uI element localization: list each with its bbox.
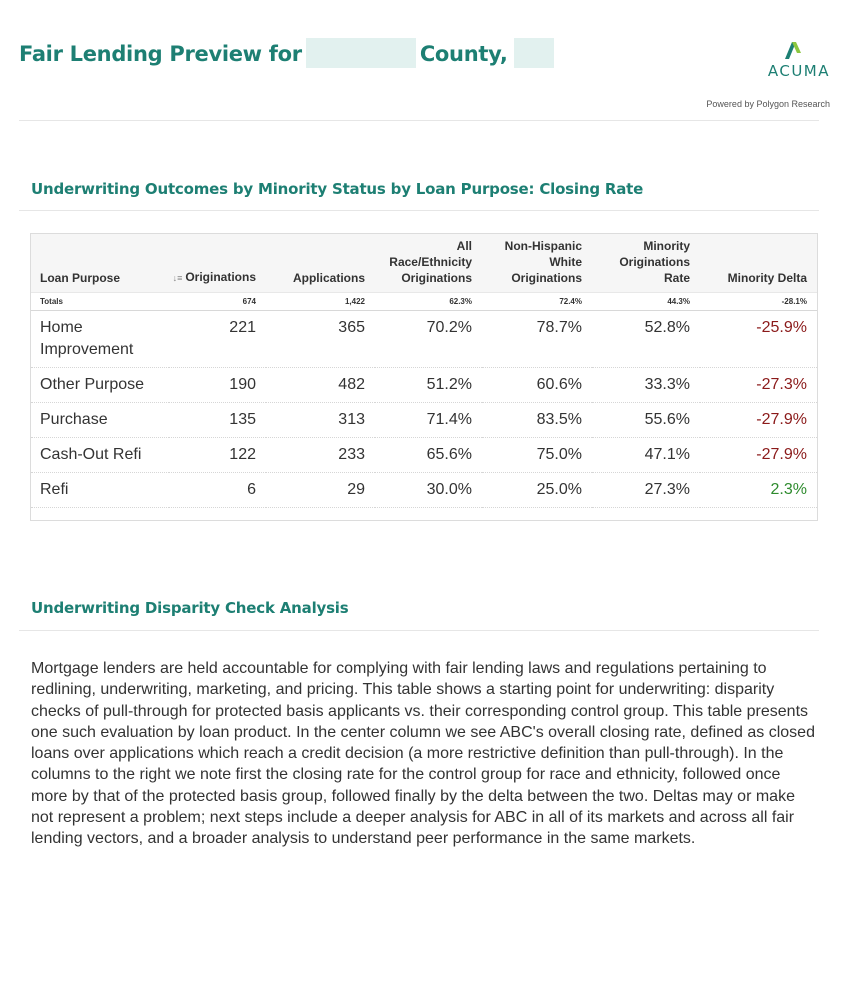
cell-all-race: 71.4% (375, 402, 482, 437)
cell-originations: 221 (169, 310, 266, 367)
table-row (31, 472, 817, 507)
outcomes-table (31, 234, 817, 508)
totals-minority-rate: 44.3% (592, 292, 700, 310)
header-divider (19, 120, 819, 121)
table-row (31, 402, 817, 437)
title-county: County, (419, 42, 508, 66)
col-header-applications[interactable]: Applications (292, 270, 365, 285)
cell-minority-rate: 47.1% (592, 437, 700, 472)
title-prefix: Fair Lending Preview for (19, 42, 302, 66)
brand-name: ACUMA (767, 62, 830, 80)
outcomes-section-title: Underwriting Outcomes by Minority Status by Loan Purpose: Closing Rate (31, 180, 644, 198)
cell-all-race: 65.6% (375, 437, 482, 472)
report-header (0, 0, 858, 120)
cell-white: 83.5% (482, 402, 592, 437)
outcomes-table-container (30, 233, 818, 521)
col-header-minority-rate[interactable]: Minority Originations Rate (619, 238, 690, 285)
cell-originations: 6 (169, 472, 266, 507)
cell-minority-delta: 2.3% (700, 472, 817, 507)
cell-all-race: 70.2% (375, 310, 482, 367)
cell-minority-delta: -27.3% (700, 367, 817, 402)
cell-minority-delta: -27.9% (700, 437, 817, 472)
totals-originations: 674 (169, 292, 266, 310)
cell-applications: 233 (266, 437, 375, 472)
redacted-state-name (514, 38, 554, 68)
powered-by: Powered by Polygon Research (706, 99, 830, 109)
totals-label: Totals (31, 292, 169, 310)
cell-minority-rate: 55.6% (592, 402, 700, 437)
cell-applications: 365 (266, 310, 375, 367)
totals-all-race: 62.3% (375, 292, 482, 310)
totals-applications: 1,422 (266, 292, 375, 310)
col-header-originations-label: Originations (185, 269, 256, 284)
col-header-white-originations[interactable]: Non-Hispanic White Originations (504, 238, 582, 285)
cell-minority-rate: 52.8% (592, 310, 700, 367)
cell-minority-delta: -25.9% (700, 310, 817, 367)
cell-originations: 190 (169, 367, 266, 402)
cell-minority-rate: 33.3% (592, 367, 700, 402)
cell-white: 78.7% (482, 310, 592, 367)
disparity-analysis-paragraph: Mortgage lenders are held accountable for complying with fair lending laws and regulations pertaining to redlining, underwriting, marketing, and pricing. This table shows a starting point for underwriting: disparity checks of pull-through for protected basis applicants vs. their corresponding control group. This table presents one such evaluation by loan product. In the center column we see ABC's overall closing rate, defined as closed loans over applications which reach a credit decision (a more restrictive definition than pull-through). In the columns to the right we note first the closing rate for the control group for race and ethnicity, followed once more by that of the protected basis group, followed finally by the delta between the two. Deltas may or make not represent a problem; next steps include a deeper analysis for ABC in all of its markets and across all fair lending vectors, and a broader analysis to understand peer performance in the same markets. (31, 660, 815, 848)
cell-originations: 135 (169, 402, 266, 437)
col-header-loan-purpose[interactable]: Loan Purpose (40, 270, 121, 285)
cell-applications: 313 (266, 402, 375, 437)
table-header-row (31, 234, 817, 292)
col-header-minority-delta[interactable]: Minority Delta (727, 270, 807, 285)
totals-row (31, 292, 817, 310)
cell-loan-purpose: Cash-Out Refi (31, 437, 169, 472)
cell-loan-purpose: Refi (31, 472, 169, 507)
cell-applications: 29 (266, 472, 375, 507)
table-row (31, 367, 817, 402)
cell-white: 25.0% (482, 472, 592, 507)
col-header-originations[interactable] (169, 234, 266, 292)
cell-white: 75.0% (482, 437, 592, 472)
cell-originations: 122 (169, 437, 266, 472)
disparity-divider (19, 630, 819, 631)
cell-minority-delta: -27.9% (700, 402, 817, 437)
cell-loan-purpose: Purchase (31, 402, 169, 437)
redacted-county-name (306, 38, 416, 68)
disparity-section-title: Underwriting Disparity Check Analysis (31, 599, 349, 617)
outcomes-divider (19, 210, 819, 211)
sort-descending-icon[interactable]: ↓≡ (172, 272, 183, 283)
table-row (31, 310, 817, 367)
totals-minority-delta: -28.1% (700, 292, 817, 310)
totals-white: 72.4% (482, 292, 592, 310)
acuma-logo (740, 40, 830, 80)
acuma-logo-icon (782, 40, 804, 60)
table-row (31, 437, 817, 472)
cell-all-race: 51.2% (375, 367, 482, 402)
report-title (19, 38, 554, 68)
cell-loan-purpose: Home Improvement (31, 310, 169, 367)
cell-loan-purpose: Other Purpose (31, 367, 169, 402)
cell-all-race: 30.0% (375, 472, 482, 507)
cell-white: 60.6% (482, 367, 592, 402)
cell-applications: 482 (266, 367, 375, 402)
cell-minority-rate: 27.3% (592, 472, 700, 507)
col-header-all-race-originations[interactable]: All Race/Ethnicity Originations (389, 238, 472, 285)
